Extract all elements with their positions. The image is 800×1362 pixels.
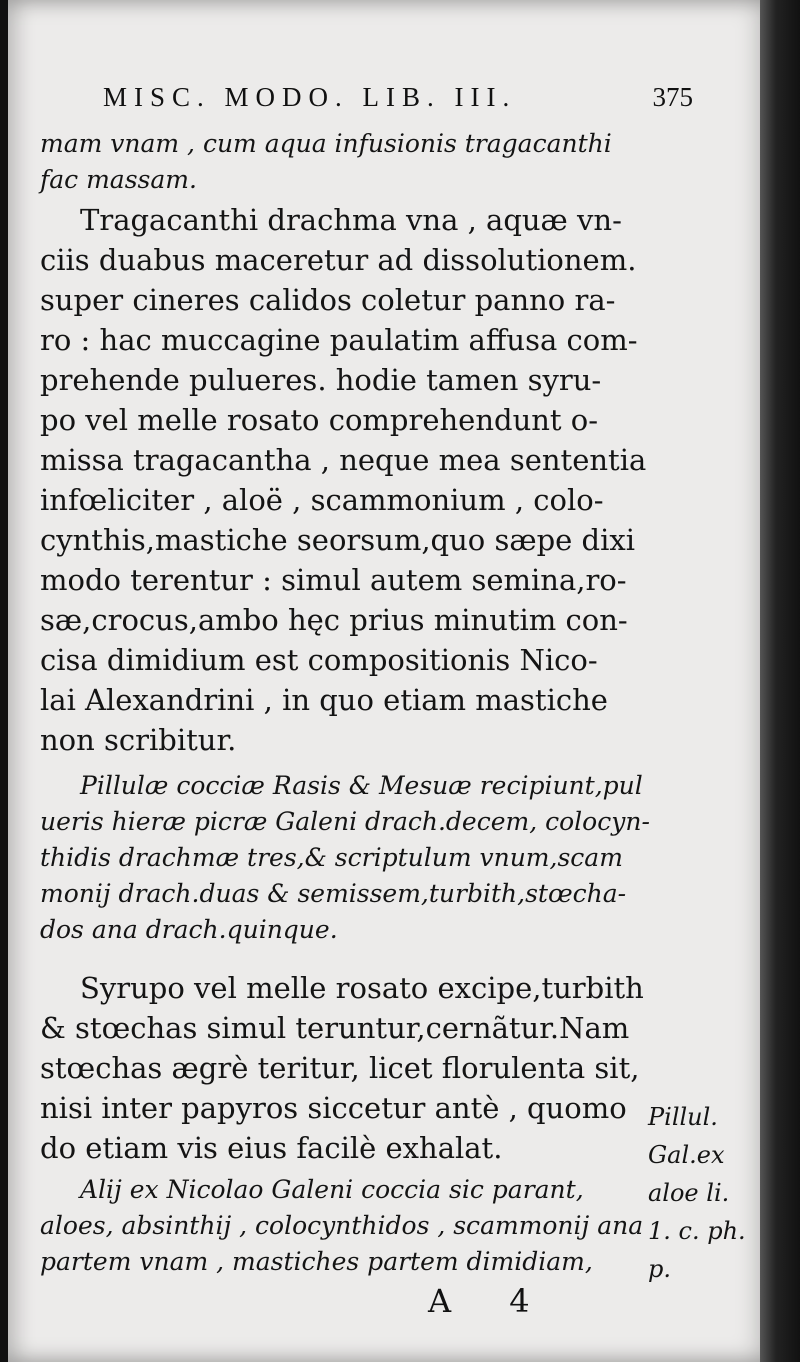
text-line: Alij ex Nicolao Galeni coccia sic parant, bbox=[80, 1175, 584, 1204]
text-line: mam vnam , cum aqua infusionis tragacanthi bbox=[40, 129, 612, 158]
recipe-pillulae-cocciae bbox=[40, 768, 670, 948]
running-header bbox=[103, 82, 693, 113]
margin-note-line: Gal.ex bbox=[648, 1141, 725, 1169]
text-line: monij drach.duas & semissem,turbith,stœcha- bbox=[40, 879, 627, 908]
running-title: MISC. MODO. LIB. III. bbox=[103, 82, 517, 112]
page-number: 375 bbox=[652, 82, 693, 112]
text-line: do etiam vis eius facilè exhalat. bbox=[40, 1131, 503, 1165]
text-line: modo terentur : simul autem semina,ro- bbox=[40, 563, 627, 597]
book-spine-shadow bbox=[760, 0, 800, 1362]
recipe-alij bbox=[40, 1172, 650, 1280]
paragraph-syrupo bbox=[40, 968, 670, 1168]
text-line: nisi inter papyros siccetur antè , quomo bbox=[40, 1091, 627, 1125]
text-line: Syrupo vel melle rosato excipe,turbith bbox=[80, 971, 644, 1005]
text-line: missa tragacantha , neque mea sententia bbox=[40, 443, 647, 477]
text-line: lai Alexandrini , in quo etiam mastiche bbox=[40, 683, 608, 717]
paragraph-tragacanthi bbox=[40, 200, 670, 760]
text-line: non scribitur. bbox=[40, 723, 237, 757]
margin-note-line: 1. c. ph. bbox=[648, 1217, 746, 1245]
text-line: cisa dimidium est compositionis Nico- bbox=[40, 643, 598, 677]
text-line: stœchas ægrè teritur, licet florulenta sit, bbox=[40, 1051, 640, 1085]
text-line: dos ana drach.quinque. bbox=[40, 915, 338, 944]
text-line: sæ,crocus,ambo hęc prius minutim con- bbox=[40, 603, 628, 637]
margin-note-line: p. bbox=[648, 1255, 671, 1283]
text-line: partem vnam , mastiches partem dimidiam, bbox=[40, 1247, 593, 1276]
text-line: ueris hieræ picræ Galeni drach.decem, colocyn- bbox=[40, 807, 650, 836]
margin-note bbox=[648, 1098, 773, 1288]
text-line: super cineres calidos coletur panno ra- bbox=[40, 283, 616, 317]
margin-note-line: aloe li. bbox=[648, 1179, 730, 1207]
text-line: ro : hac muccagine paulatim affusa com- bbox=[40, 323, 638, 357]
text-line: Tragacanthi drachma vna , aquæ vn- bbox=[80, 203, 622, 237]
text-line: aloes, absinthij , colocynthidos , scammonij ana bbox=[40, 1211, 644, 1240]
recipe-continuation bbox=[40, 126, 670, 198]
text-line: infœliciter , aloë , scammonium , colo- bbox=[40, 483, 604, 517]
text-line: cynthis,mastiche seorsum,quo sæpe dixi bbox=[40, 523, 636, 557]
text-line: thidis drachmæ tres,& scriptulum vnum,scam bbox=[40, 843, 623, 872]
text-line: & stœchas simul teruntur,cernãtur.Nam bbox=[40, 1011, 630, 1045]
signature-mark: A 4 bbox=[428, 1282, 554, 1320]
text-line: prehende pulueres. hodie tamen syru- bbox=[40, 363, 602, 397]
text-line: Pillulæ cocciæ Rasis & Mesuæ recipiunt,pul bbox=[80, 771, 643, 800]
text-line: po vel melle rosato comprehendunt o- bbox=[40, 403, 599, 437]
margin-note-line: Pillul. bbox=[648, 1103, 718, 1131]
text-line: fac massam. bbox=[40, 165, 197, 194]
book-page bbox=[8, 0, 778, 1362]
text-line: ciis duabus maceretur ad dissolutionem. bbox=[40, 243, 637, 277]
